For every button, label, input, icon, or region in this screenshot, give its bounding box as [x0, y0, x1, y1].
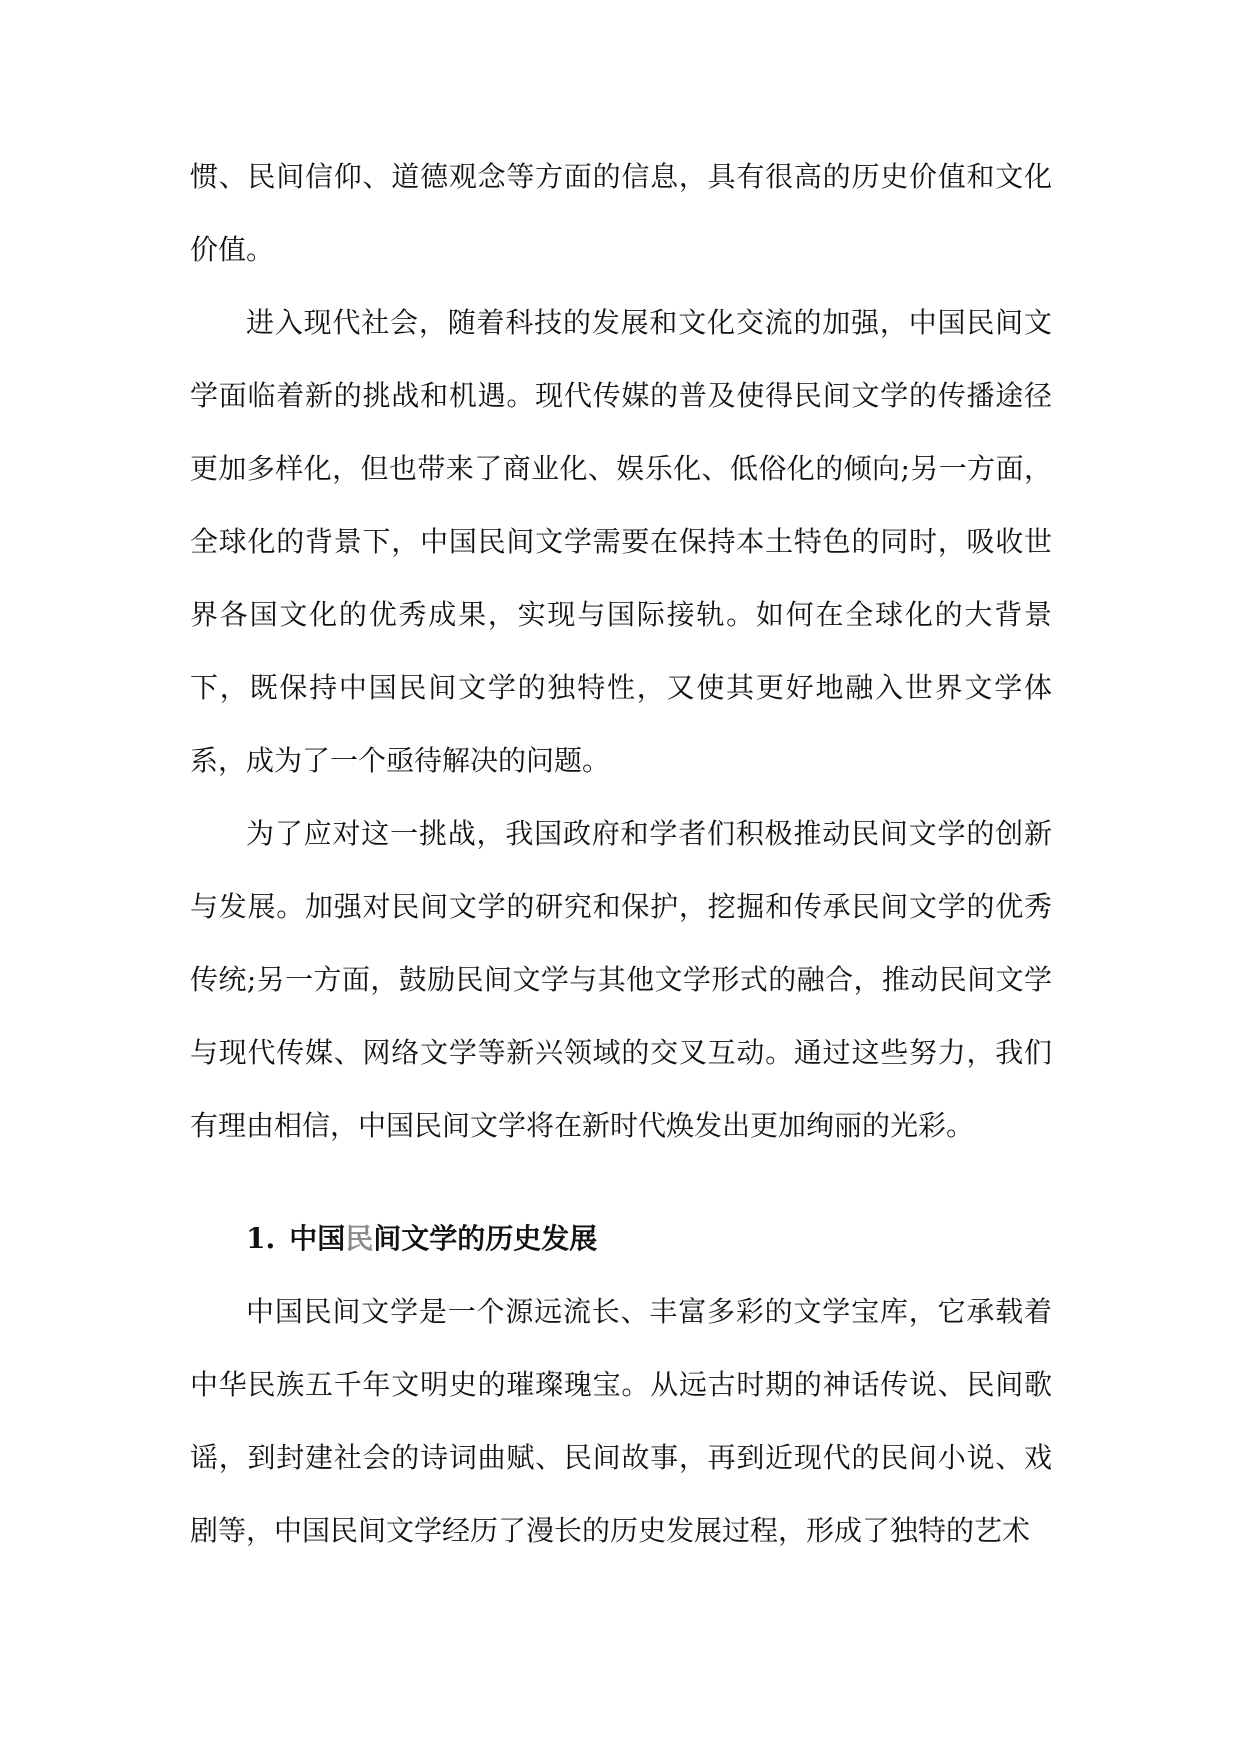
- document-body: [190, 140, 1052, 1567]
- paragraph-modern-challenges: 进入现代社会，随着科技的发展和文化交流的加强，中国民间文学面临着新的挑战和机遇。现代传媒的普及使得民间文学的传播途径更加多样化，但也带来了商业化、娱乐化、低俗化的倾向;另一方面，全球化的背景下，中国民间文学需要在保持本土特色的同时，吸收世界各国文化的优秀成果，实现与国际接轨。如何在全球化的大背景下，既保持中国民间文学的独特性，又使其更好地融入世界文学体系，成为了一个亟待解决的问题。: [190, 306, 1052, 777]
- section-number: 1.: [246, 1222, 276, 1255]
- section-title-part: 中国: [289, 1222, 346, 1255]
- section-title-part: 间文学的历史发展: [373, 1222, 598, 1255]
- paragraph-innovation: 为了应对这一挑战，我国政府和学者们积极推动民间文学的创新与发展。加强对民间文学的研究和保护，挖掘和传承民间文学的优秀传统;另一方面，鼓励民间文学与其他文学形式的融合，推动民间文学与现代传媒、网络文学等新兴领域的交叉互动。通过这些努力，我们有理由相信，中国民间文学将在新时代焕发出更加绚丽的光彩。: [190, 817, 1052, 1142]
- paragraph-history: 中国民间文学是一个源远流长、丰富多彩的文学宝库，它承载着中华民族五千年文明史的璀璨瑰宝。从远古时期的神话传说、民间歌谣，到封建社会的诗词曲赋、民间故事，再到近现代的民间小说、戏剧等，中国民间文学经历了漫长的历史发展过程，形成了独特的艺术: [190, 1295, 1052, 1547]
- section-title-highlight: 民: [345, 1222, 374, 1255]
- paragraph-continuation: 惯、民间信仰、道德观念等方面的信息，具有很高的历史价值和文化价值。: [190, 160, 1052, 266]
- section-heading: [190, 1202, 1052, 1275]
